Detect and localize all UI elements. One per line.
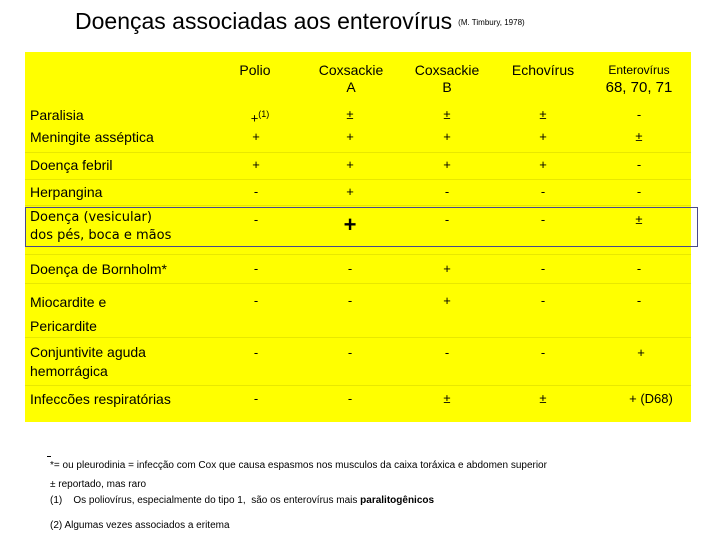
- footnote-eritema: (2) Algumas vezes associados a eritema: [50, 520, 230, 531]
- cell-meningite-coxa: +: [346, 129, 354, 144]
- row-separator: [25, 283, 691, 284]
- cell-paralisia-coxb: ±: [443, 107, 451, 122]
- cell-miocardite-coxa: -: [347, 293, 353, 308]
- row-label-herpangina: Herpangina: [30, 184, 103, 200]
- header-coxsackie-a: [301, 62, 401, 96]
- header-polio: Polio: [239, 62, 271, 78]
- row-separator: [25, 385, 691, 386]
- header-coxsackie-a-line2: A: [346, 79, 356, 95]
- cell-conjuntivite-polio: -: [253, 345, 259, 360]
- row-label-conjuntivite: [30, 343, 146, 381]
- cell-miocardite-coxb: +: [443, 293, 451, 308]
- cell-bornholm-entero: -: [636, 261, 642, 276]
- cell-meningite-echo: +: [539, 129, 547, 144]
- cell-vesicular-coxa: +: [343, 212, 357, 237]
- row-label-conjuntivite-line2: hemorrágica: [30, 363, 108, 379]
- header-coxsackie-a-line1: Coxsackie: [318, 62, 384, 78]
- cell-infeccoes-coxa: -: [347, 391, 353, 406]
- cell-paralisia-polio: +$^{(1)}$: [250, 109, 270, 126]
- row-separator: [25, 337, 691, 338]
- cell-vesicular-entero: ±: [635, 212, 643, 227]
- cell-febril-echo: +: [539, 157, 547, 172]
- cell-paralisia-entero: -: [636, 107, 642, 122]
- cell-meningite-coxb: +: [443, 129, 451, 144]
- row-label-doenca-vesicular: [30, 209, 171, 245]
- cell-paralisia-echo: ±: [539, 107, 547, 122]
- header-echovirus: Echovírus: [511, 62, 575, 78]
- cell-conjuntivite-coxb: -: [444, 345, 450, 360]
- footnote-poliovirus-text: (1) Os poliovírus, especialmente do tipo 1, são os enterovírus mais: [50, 495, 361, 506]
- cell-febril-entero: -: [636, 157, 642, 172]
- row-label-meningite: Meningite asséptica: [30, 129, 154, 145]
- cell-herpangina-coxb: -: [444, 184, 450, 199]
- row-label-conjuntivite-line1: Conjuntivite aguda: [30, 344, 146, 360]
- cell-meningite-polio: +: [252, 129, 260, 144]
- cell-conjuntivite-coxa: -: [347, 345, 353, 360]
- cell-bornholm-polio: -: [253, 261, 259, 276]
- row-label-doenca-febril: Doença febril: [30, 157, 113, 173]
- row-separator: [25, 205, 691, 206]
- row-label-miocardite: [30, 290, 106, 338]
- cell-infeccoes-echo: ±: [539, 391, 547, 406]
- cell-paralisia-coxa: ±: [346, 107, 354, 122]
- cell-bornholm-echo: -: [540, 261, 546, 276]
- row-label-bornholm: Doença de Bornholm*: [30, 261, 167, 277]
- cell-herpangina-entero: -: [636, 184, 642, 199]
- row-label-infeccoes: Infeccões respiratórias: [30, 391, 171, 407]
- row-separator: [25, 254, 691, 255]
- header-enterovirus-line2: 68, 70, 71: [605, 79, 673, 96]
- footnote-poliovirus: [50, 495, 434, 506]
- cell-febril-polio: +: [252, 157, 260, 172]
- cell-herpangina-echo: -: [540, 184, 546, 199]
- cell-infeccoes-entero: + (D68): [629, 391, 673, 406]
- header-enterovirus: [589, 62, 689, 96]
- row-label-doenca-vesicular-line2: dos pés, boca e mãos: [30, 228, 172, 243]
- footnote-tick: [47, 456, 51, 457]
- footnote-pleurodinia: *= ou pleurodinia = infecção com Cox que causa espasmos nos musculos da caixa torá́xica e abdomen superior: [50, 460, 547, 471]
- cell-vesicular-echo: -: [540, 212, 546, 227]
- header-coxsackie-b-line2: B: [442, 79, 452, 95]
- row-label-miocardite-line1: Miocardite e: [30, 294, 107, 310]
- row-label-paralisia: Paralisia: [30, 107, 84, 123]
- cell-miocardite-entero: -: [636, 293, 642, 308]
- cell-vesicular-coxb: -: [444, 212, 450, 227]
- citation: (M. Timbury, 1978): [458, 18, 525, 28]
- cell-meningite-entero: ±: [635, 129, 643, 144]
- row-label-doenca-vesicular-line1: Doença (vesicular): [30, 210, 152, 225]
- page-title: [75, 8, 525, 35]
- header-enterovirus-line1: Enterovírus: [608, 63, 670, 77]
- cell-herpangina-coxa: +: [346, 184, 354, 199]
- row-separator: [25, 152, 691, 153]
- row-separator: [25, 179, 691, 180]
- cell-herpangina-polio: -: [253, 184, 259, 199]
- cell-infeccoes-polio: -: [253, 391, 259, 406]
- footnote-poliovirus-bold: paralitogênicos: [360, 495, 435, 506]
- header-coxsackie-b-line1: Coxsackie: [414, 62, 480, 78]
- cell-miocardite-polio: -: [253, 293, 259, 308]
- cell-bornholm-coxb: +: [443, 261, 451, 276]
- cell-miocardite-echo: -: [540, 293, 546, 308]
- header-coxsackie-b: [397, 62, 497, 96]
- cell-vesicular-polio: -: [253, 212, 259, 227]
- cell-conjuntivite-entero: +: [637, 345, 645, 360]
- cell-conjuntivite-echo: -: [540, 345, 546, 360]
- title-text: Doenças associadas aos enterovírus: [75, 8, 453, 34]
- cell-infeccoes-coxb: ±: [443, 391, 451, 406]
- cell-febril-coxb: +: [443, 157, 451, 172]
- footnote-reportado: ± reportado, mas raro: [50, 479, 147, 490]
- cell-bornholm-coxa: -: [347, 261, 353, 276]
- row-label-miocardite-line2: Pericardite: [30, 318, 97, 334]
- cell-febril-coxa: +: [346, 157, 354, 172]
